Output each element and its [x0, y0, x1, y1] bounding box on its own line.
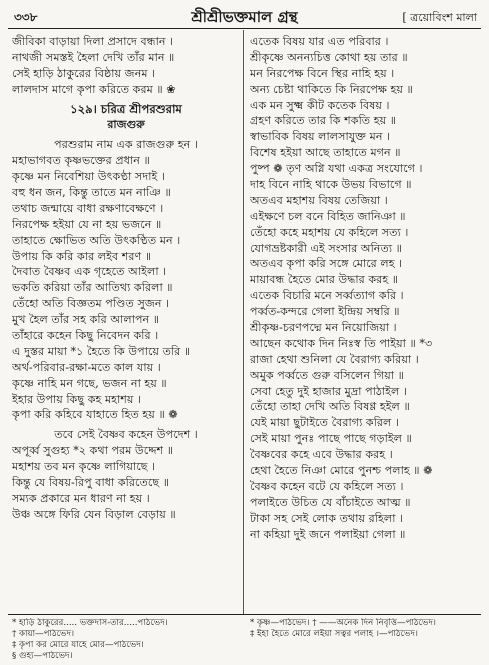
verse-line: আছেন কথোক দিন নিঃস্ব তি পাইয়া ॥ *৩ — [250, 336, 433, 350]
verse-line: তাঁহারে কহেন কিছু নিবেদন করি । — [12, 329, 159, 343]
footnotes-left — [12, 618, 240, 662]
page-header — [8, 6, 481, 28]
verse-line: অতএব কৃপা করি সঙ্গে মোরে লহ । — [250, 257, 403, 271]
header-rule — [8, 28, 481, 29]
verse-line: অপূর্ব্ব সুগুহ্য *২ কথা পরম উদ্দেশ ॥ — [12, 444, 174, 458]
column-divider — [243, 30, 244, 614]
verse-line: মহাশয় তব মন কৃষ্ণে লাগিয়াছে । — [12, 460, 156, 474]
verse-line: কৃপা করি কহিবে যাহাতে হিত হয় ॥ ❁ — [12, 408, 178, 422]
section-heading: ১২৯। চরিত্র শ্রীপরশুরাম — [70, 101, 182, 116]
footnote: * হাড়ি ঠাকুরের..... ভক্তদাস-তার.....পাঠভেদ। — [12, 618, 168, 628]
footnotes-right — [250, 618, 478, 640]
verse-line: সেই মায়া পুনঃ পাছে পাছে গড়াইল ॥ — [250, 432, 412, 446]
verse-line: বহু ধন জন, কিন্তু তাতে মন নাঞি ॥ — [12, 186, 171, 200]
footnote: ‡ কৃপা কর মোরে যাহে মোর—পাঠভেদ। — [12, 640, 144, 650]
verse-line: তাহাতে ক্ষোভিত অতি উৎকণ্ঠিত মন । — [12, 233, 181, 247]
verse-line: অন্য চেষ্টা থাকিতে কি নিরপেক্ষ হয় ॥ — [250, 82, 413, 96]
verse-line: লালদাস মাগে কৃপা করিতে করম ॥ ❀ — [12, 82, 176, 96]
left-column — [12, 34, 240, 523]
verse-line: এতেক বিচারি মনে সর্ব্বত্যাগ করি । — [250, 289, 404, 303]
verse-line: ইহার উপায় কিছু কহ মহাশয় । — [12, 392, 142, 406]
verse-line: মুখ হৈল তাঁর সহ করি আলাপন ॥ — [12, 313, 160, 327]
footnote-rule — [8, 614, 481, 615]
verse-line: এতেক বিষয় যার এত পরিবার । — [250, 35, 389, 48]
verse-line: পলাইতে উচিত যে বাঁচাইতে আত্ম ॥ — [250, 495, 411, 509]
verse-line: কৃষ্ণে নাহি মন গছে, ভজন না হয় ॥ — [12, 376, 167, 390]
verse-line: পরশুরাম নাম এক রাজগুরু হন । — [54, 138, 198, 152]
book-title: শ্রীশ্রীভক্তমাল গ্রন্থ — [191, 8, 298, 26]
footnote: ‡ ইহা হৈতে মোরে লইয়া সত্বর পলাহ ।—পাঠভেদ। — [250, 629, 418, 639]
verse-line: কিন্তু যে বিষয়-রিপু বাধা করিতেছে ॥ — [12, 476, 170, 490]
verse-line: জীবিকা বাড়ায়া দিলা প্রসাদে বন্ধান । — [12, 35, 174, 48]
section-subheading: রাজগুরু — [107, 118, 145, 132]
verse-line: নিরপেক্ষ হইয়া যে না হয় ভজনে ॥ — [12, 217, 162, 231]
verse-line: হেথা হৈতে নিঞা মোরে পুনশ্চ পলাহ ॥ ❁ — [250, 464, 433, 478]
chapter-label: [ ত্রয়োবিংশ মালা — [402, 11, 477, 24]
verse-line: বিশেষ হইয়া আছে তাহাতে মগন ॥ — [250, 146, 401, 160]
verse-line: শ্রীকৃষ্ণ-চরণপদ্মে মন নিয়োজিয়া । — [250, 321, 397, 335]
footnote: § গুহ্য—পাঠভেদ। — [12, 651, 73, 661]
footnote: † কায়া—পাঠভেদ। — [12, 629, 75, 639]
verse-line: মন নিরপেক্ষ বিনে স্থির নাহি হয় । — [250, 66, 395, 80]
verse-line: না কহিয়া দুই জনে পলাইয়া গেলা ॥ — [250, 527, 406, 541]
verse-line: অতএব মহাশয় বিষয় তেজিয়া । — [250, 193, 388, 207]
verse-line: দৈবাত বৈষ্ণব এক গৃহেতে আইলা । — [12, 265, 167, 279]
verse-line: স্বাভাবিক বিষয় লালসাযুক্ত মন । — [250, 130, 391, 144]
verse-line: গ্রহণ করিতে তার কি শকতি হয় ॥ — [250, 114, 397, 128]
verse-line: যোগভ্রষ্টকারী এই সংসার অনিত্য ॥ — [250, 241, 402, 255]
footnote: * কৃষ্ণ—পাঠভেদ। † ——অনেক দিন নিবৃত্তি—পাঠভেদ। — [250, 618, 436, 628]
verse-line: উঞ্চ অঙ্গে ফিরি যেন বিড়াল বেড়ায় ॥ — [12, 507, 176, 521]
verse-line: তবে সেই বৈষ্ণব কহেন উপদেশ । — [54, 428, 198, 442]
verse-line: সেবা হেতু দুই হাজার মুদ্রা পাঠাইল । — [250, 384, 407, 398]
verse-line: ভকতি করিয়া তাঁর আতিথ্য করিলা ॥ — [12, 281, 173, 295]
verse-line: পর্ব্বত-কন্দরে গেলা ইন্দ্রিয় সম্বরি ॥ — [250, 305, 400, 319]
verse-line: যেই মায়া ছুটাইতে বৈরাগ্য করিল । — [250, 416, 399, 430]
verse-line: তেঁহো তাহা দেখি অতি বিষণ্ণ হইল ॥ — [250, 400, 410, 414]
verse-line: এক মন সুক্ষ্ম কীট কতেক বিষয় । — [250, 98, 390, 112]
verse-line: তেঁহো অতি বিজ্ঞতম পণ্ডিত সুজন । — [12, 297, 170, 311]
verse-line: নাথজী সমস্তই হৈলা দেখি তাঁর মান ॥ — [12, 50, 175, 64]
verse-line: রাজা হেথা শুনিলা যে বৈরাগ্য করিয়া । — [250, 352, 419, 366]
verse-line: সম্যক প্রকারে মন ধারণ না হয় । — [12, 491, 150, 505]
verse-line: কৃষ্ণে মন নিবেশিয়া উৎকণ্ঠা সদাই । — [12, 170, 165, 184]
verse-line: তেঁহো কহে মহাশয় যে কহিলে সত্য । — [250, 225, 409, 239]
verse-line: সেই হাড়ি ঠাকুরের বিষ্ঠায় জনম । — [12, 66, 156, 80]
verse-line: শ্রীকৃষ্ণে অনন্যচিত্ত কোথা হয় তার ॥ — [250, 50, 408, 64]
verse-block-bottom — [12, 427, 240, 522]
verse-line: অর্থ-পরিবার-রক্ষা-মতে কাল যায় । — [12, 360, 161, 374]
verse-line: এইক্ষণে চল বনে বিহিত জানিঞা ॥ — [250, 209, 406, 223]
verse-block-main — [12, 137, 240, 423]
verse-line: উপায় কি করি কার লইব শরণ ॥ — [12, 249, 152, 263]
verse-line: মহাভাগবত কৃষ্ণভক্তের প্রধান ॥ — [12, 154, 150, 168]
right-column — [250, 34, 478, 543]
verse-line: মায়াবন্ধ হৈতে মোর উদ্ধার করহ ॥ — [250, 273, 399, 287]
verse-line: বৈষ্ণবের কহে এবে উদ্ধার করহ । — [250, 448, 393, 462]
verse-line: বৈষ্ণব কহেন বটে যে কহিলে সত্য । — [250, 479, 404, 493]
verse-line: এ দুস্তর মায়া *১ হৈতে কি উপায়ে তরি ॥ — [12, 344, 191, 358]
verse-line: টাকা সহ সেই লোক তথায় রহিলা । — [250, 511, 403, 525]
verse-block-top — [12, 34, 240, 98]
page-number: ৩৩৮ — [14, 10, 38, 24]
verse-line: অমুক পর্ব্বতে গুরু বসিলেন গিয়া ॥ — [250, 368, 404, 382]
verse-line: তথাচ জন্মায়ে বাধা রক্ষণাবেক্ষণে । — [12, 201, 164, 215]
verse-line: পুষ্প ❁ তৃণ অগ্নি যথা একত্র সংযোগে । — [250, 162, 423, 176]
verse-line: দাহ বিনে নাহি থাকে উভয় বিভাগে ॥ — [250, 178, 412, 192]
